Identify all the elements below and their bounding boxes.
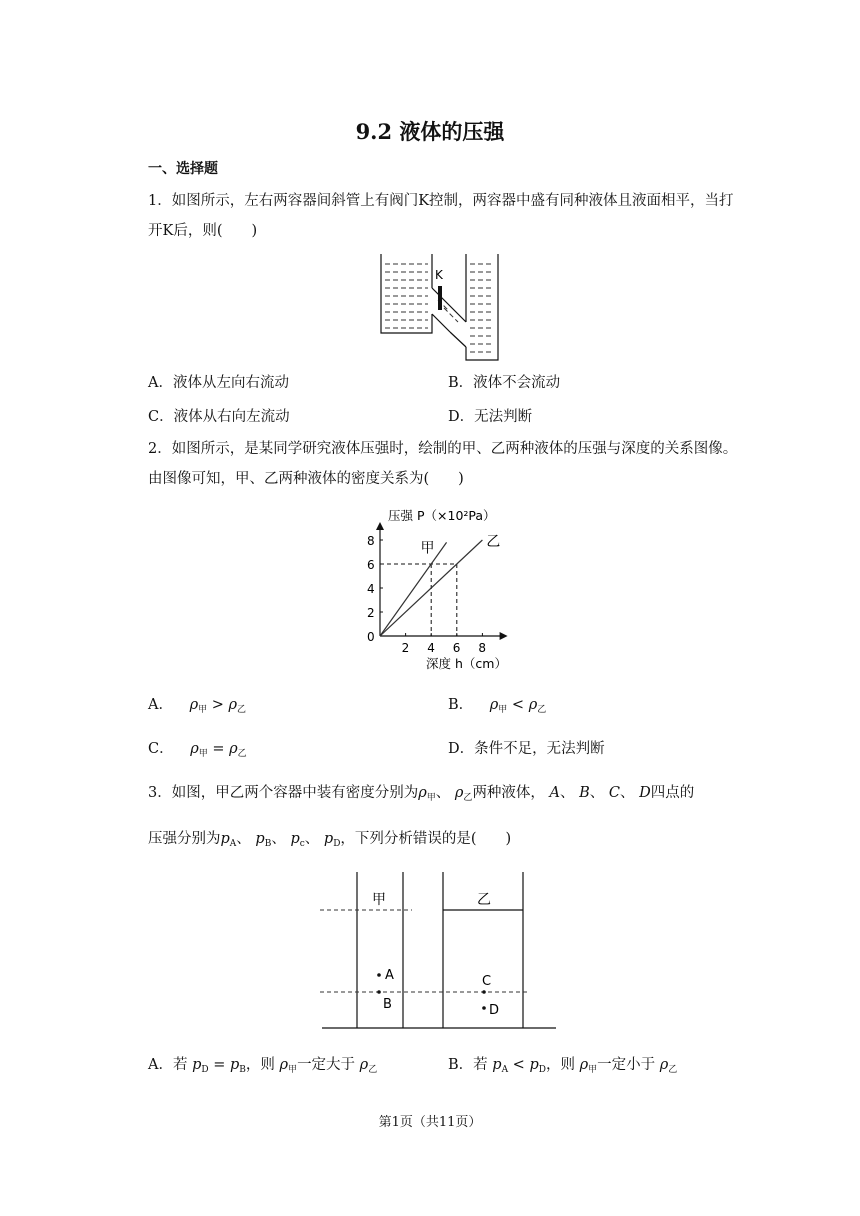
q3-option-text: ，则 (245, 1057, 275, 1073)
q3-text-part: 、 (435, 785, 451, 801)
page-footer: 第1页（共11页） (378, 1115, 482, 1130)
rho-symbol: ρ (528, 697, 538, 713)
subscript-d: D (538, 1065, 546, 1075)
x-tick-label: 4 (427, 641, 435, 655)
subscript-d: D (333, 839, 341, 849)
q1-option-d[interactable]: D．无法判断 (448, 409, 533, 425)
subscript-yi: 乙 (237, 705, 247, 715)
subscript-b: B (239, 1065, 246, 1075)
chart-x-axis-label: 深度 h（cm） (426, 656, 507, 671)
subscript-yi: 乙 (237, 749, 247, 759)
subscript-jia: 甲 (198, 749, 208, 759)
p-symbol: p (220, 831, 230, 847)
relation-symbol: < (512, 1057, 525, 1073)
page-title: 9.2 液体的压强 (355, 119, 505, 144)
relation-symbol: > (211, 697, 224, 713)
question-2-text: 2．如图所示，是某同学研究液体压强时，绘制的甲、乙两种液体的压强与深度的关系图像。由图像可知，甲、乙两种液体的密度关系为( ) (148, 441, 738, 487)
q1-option-b[interactable]: B．液体不会流动 (448, 375, 561, 391)
q2-option-b[interactable] (448, 693, 546, 715)
subscript-b: B (264, 839, 272, 849)
q3-option-b[interactable] (448, 1053, 677, 1075)
q3-text-part: 压强分别为 (148, 831, 221, 847)
q2-option-c[interactable] (148, 737, 247, 759)
subscript-yi: 乙 (368, 1065, 378, 1075)
series-label-1: 乙 (486, 534, 501, 550)
question-1-figure (378, 252, 502, 364)
q1-option-a[interactable]: A．液体从左向右流动 (148, 375, 289, 391)
q3-option-text: 一定小于 (597, 1057, 656, 1073)
y-tick-label: 4 (367, 582, 375, 596)
q3-option-text: B．若 (448, 1057, 488, 1073)
q2-option-d[interactable]: D．条件不足，无法判断 (448, 741, 605, 757)
subscript-jia: 甲 (588, 1065, 598, 1075)
rho-symbol: ρ (228, 697, 238, 713)
subscript-a: A (229, 839, 237, 849)
point-d-symbol: D (639, 785, 651, 801)
x-tick-label: 8 (478, 641, 487, 655)
subscript-yi: 乙 (668, 1065, 678, 1075)
subscript-yi: 乙 (537, 705, 547, 715)
y-tick-label: 0 (367, 630, 375, 644)
q3-option-text: ，则 (545, 1057, 575, 1073)
point-d-dot (482, 1006, 486, 1010)
container-yi-label: 乙 (477, 892, 491, 908)
p-symbol: p (492, 1057, 502, 1073)
rho-symbol: ρ (359, 1057, 369, 1073)
rho-symbol: ρ (454, 785, 464, 801)
container-jia-label: 甲 (372, 892, 386, 908)
p-symbol: p (290, 831, 300, 847)
series-line-0 (380, 542, 447, 636)
question-1-text: 1．如图所示，左右两容器间斜管上有阀门K控制，两容器中盛有同种液体且液面相平，当打开K后，则( ) (148, 193, 734, 239)
point-c-symbol: C (608, 785, 621, 801)
q3-text-part: 、 (304, 831, 320, 847)
pressure-depth-chart (364, 502, 520, 674)
subscript-jia: 甲 (198, 705, 208, 715)
relation-symbol: = (212, 741, 225, 757)
rho-symbol: ρ (579, 1057, 589, 1073)
point-c-label: C (482, 974, 492, 989)
q3-option-text: 一定大于 (297, 1057, 356, 1073)
rho-symbol: ρ (189, 697, 199, 713)
rho-symbol: ρ (279, 1057, 289, 1073)
subscript-d: D (201, 1065, 209, 1075)
rho-symbol: ρ (190, 741, 199, 757)
q2-option-b-prefix: B． (448, 697, 474, 713)
subscript-jia: 甲 (288, 1065, 298, 1075)
rho-symbol: ρ (659, 1057, 669, 1073)
p-symbol: p (529, 1057, 539, 1073)
point-b-symbol: B (579, 785, 590, 801)
chart-y-axis-label: 压强 P（×10²Pa） (388, 508, 496, 523)
point-b-label: B (383, 997, 392, 1012)
subscript-yi: 乙 (463, 793, 473, 803)
series-label-0: 甲 (420, 540, 435, 557)
p-symbol: p (229, 1057, 240, 1073)
point-a-symbol: A (549, 785, 561, 801)
p-symbol: p (323, 831, 334, 847)
relation-symbol: < (511, 697, 525, 713)
point-a-dot (377, 973, 381, 977)
q3-text-part: 3．如图，甲乙两个容器中装有密度分别为 (148, 785, 419, 801)
q3-text-part: 、 (271, 831, 286, 847)
q3-text-part: 四点的 (650, 785, 695, 801)
q3-text-part: 、 (560, 785, 575, 801)
subscript-jia: 甲 (426, 793, 436, 803)
q2-option-a[interactable] (148, 693, 246, 715)
q3-text-part: ，下列分析错误的是( ) (340, 831, 512, 847)
q3-option-a[interactable] (148, 1053, 377, 1075)
subscript-jia: 甲 (498, 705, 508, 715)
rho-symbol: ρ (418, 785, 427, 801)
point-b-dot (377, 990, 381, 994)
x-tick-label: 6 (452, 641, 461, 655)
section-heading: 一、选择题 (148, 161, 218, 177)
q3-option-text: A．若 (148, 1057, 188, 1073)
q2-option-c-prefix: C． (148, 741, 174, 757)
x-tick-label: 2 (401, 641, 410, 655)
q1-option-c[interactable]: C．液体从右向左流动 (148, 409, 290, 425)
subscript-c: c (299, 839, 305, 849)
valve-label: K (435, 268, 443, 282)
question-3-line-2 (148, 824, 738, 859)
point-a-label: A (385, 968, 394, 983)
valve-k-icon (438, 286, 442, 310)
y-tick-label: 6 (367, 558, 375, 572)
y-axis-arrow (376, 522, 384, 530)
y-tick-label: 2 (367, 606, 375, 620)
question-3-line-1 (148, 778, 738, 813)
q2-option-a-prefix: A． (148, 697, 173, 713)
q3-text-part: 两种液体， (472, 785, 545, 801)
q3-text-part: 、 (620, 785, 635, 801)
rho-symbol: ρ (229, 741, 238, 757)
question-3-figure (320, 868, 560, 1032)
rho-symbol: ρ (489, 697, 499, 713)
subscript-a: A (501, 1065, 509, 1075)
y-tick-label: 8 (367, 534, 375, 548)
point-d-label: D (489, 1003, 500, 1018)
p-symbol: p (192, 1057, 202, 1073)
q3-text-part: 、 (589, 785, 605, 801)
q3-text-part: 、 (236, 831, 251, 847)
p-symbol: p (255, 831, 265, 847)
x-axis-arrow (500, 632, 508, 640)
point-c-dot (482, 990, 486, 994)
relation-symbol: = (213, 1057, 226, 1073)
